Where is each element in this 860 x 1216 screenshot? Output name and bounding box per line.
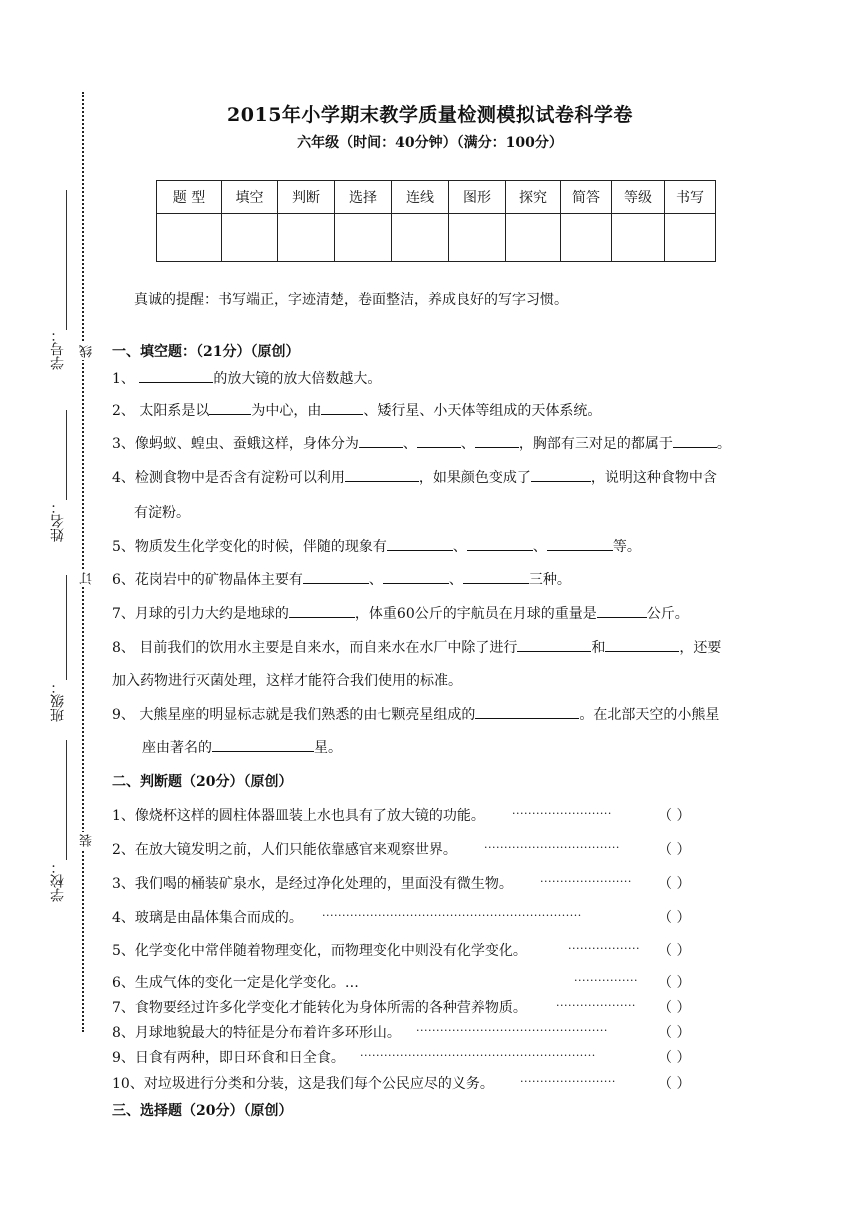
score-table xyxy=(156,180,716,262)
answer-paren[interactable]: （ ） xyxy=(658,1076,691,1092)
judge-item: 8、月球地貌最大的特征是分布着许多环形山。 xyxy=(112,1025,401,1041)
score-cell[interactable] xyxy=(222,214,278,262)
judge-item: 3、我们喝的桶装矿泉水，是经过净化处理的，里面没有微生物。 xyxy=(112,876,513,892)
fill-question-8-cont: 加入药物进行灭菌处理，这样才能符合我们使用的标准。 xyxy=(112,673,462,689)
answer-paren[interactable]: （ ） xyxy=(658,943,691,959)
fill-question-4-cont: 有淀粉。 xyxy=(134,505,190,521)
answer-blank[interactable] xyxy=(345,468,419,482)
class-line xyxy=(66,575,67,680)
fill-question-6: 6、花岗岩中的矿物晶体主要有 、 、 三种。 xyxy=(112,572,571,588)
student-id-label: 学号： xyxy=(50,328,66,370)
answer-paren[interactable]: （ ） xyxy=(658,1000,691,1016)
answer-blank[interactable] xyxy=(475,434,519,448)
leader-dots: ················ xyxy=(574,974,638,987)
answer-blank[interactable] xyxy=(321,401,363,415)
fill-question-2: 2、 太阳系是以 为中心，由 、矮行星、小天体等组成的天体系统。 xyxy=(112,403,602,419)
exam-subtitle: 六年级（时间：40分钟）（满分：100分） xyxy=(297,135,563,151)
answer-blank[interactable] xyxy=(673,434,717,448)
judge-item: 9、日食有两种，即日环食和日全食。 xyxy=(112,1050,345,1066)
judge-item: 10、对垃圾进行分类和分装，这是我们每个公民应尽的义务。 xyxy=(112,1076,494,1092)
score-header: 连线 xyxy=(392,181,449,214)
answer-paren[interactable]: （ ） xyxy=(658,842,691,858)
school-line xyxy=(66,740,67,860)
leader-dots: ·················· xyxy=(568,942,640,955)
answer-blank[interactable] xyxy=(387,537,453,551)
answer-blank[interactable] xyxy=(209,401,251,415)
answer-blank[interactable] xyxy=(531,468,591,482)
leader-dots: ···················· xyxy=(556,999,636,1012)
answer-paren[interactable]: （ ） xyxy=(658,1050,691,1066)
name-label: 姓名： xyxy=(50,500,66,542)
fill-question-1: 1、 的放大镜的放大倍数越大。 xyxy=(112,371,382,387)
score-cell[interactable] xyxy=(506,214,561,262)
name-line xyxy=(66,410,67,500)
section1-heading: 一、填空题：（21分）（原创） xyxy=(112,344,300,360)
answer-blank[interactable] xyxy=(417,434,461,448)
answer-blank[interactable] xyxy=(289,604,355,618)
judge-item: 5、化学变化中常伴随着物理变化，而物理变化中则没有化学变化。 xyxy=(112,943,527,959)
judge-item: 1、像烧杯这样的圆柱体器皿装上水也具有了放大镜的功能。 xyxy=(112,808,485,824)
answer-blank[interactable] xyxy=(303,570,369,584)
score-header: 填空 xyxy=(222,181,278,214)
leader-dots: ································································· xyxy=(322,909,582,922)
leader-dots: ················································ xyxy=(416,1024,608,1037)
exam-title: 2015年小学期末教学质量检测模拟试卷科学卷 xyxy=(227,104,633,126)
bind-mark-xian: 线 xyxy=(80,345,95,358)
answer-blank[interactable] xyxy=(547,537,613,551)
leader-dots: ·································· xyxy=(484,841,620,854)
binding-dotted-line xyxy=(82,92,84,1032)
score-cell[interactable] xyxy=(665,214,716,262)
score-cell[interactable] xyxy=(561,214,612,262)
answer-blank[interactable] xyxy=(605,638,679,652)
fill-question-3: 3、像蚂蚁、蝗虫、蚕蛾这样，身体分为 、 、 ，胸部有三对足的都属于 。 xyxy=(112,436,731,452)
fill-question-8: 8、 目前我们的饮用水主要是自来水，而自来水在水厂中除了进行 和 ，还要 xyxy=(112,640,722,656)
reminder-text: 真诚的提醒：书写端正，字迹清楚，卷面整洁，养成良好的写字习惯。 xyxy=(134,292,568,308)
score-cell[interactable] xyxy=(278,214,335,262)
score-header: 图形 xyxy=(449,181,506,214)
bind-mark-zhuang: 装 xyxy=(80,834,95,847)
leader-dots: ························ xyxy=(520,1075,616,1088)
fill-question-7: 7、月球的引力大约是地球的 ，体重60公斤的宇航员在月球的重量是 公斤。 xyxy=(112,606,689,622)
fill-question-4: 4、检测食物中是否含有淀粉可以利用 ，如果颜色变成了 ，说明这种食物中含 xyxy=(112,470,717,486)
judge-item: 6、生成气体的变化一定是化学变化。… xyxy=(112,975,359,991)
answer-blank[interactable] xyxy=(212,738,314,752)
answer-paren[interactable]: （ ） xyxy=(658,910,691,926)
answer-blank[interactable] xyxy=(597,604,647,618)
answer-paren[interactable]: （ ） xyxy=(658,1025,691,1041)
leader-dots: ······················· xyxy=(540,875,632,888)
score-header: 简答 xyxy=(561,181,612,214)
school-label: 学校： xyxy=(50,860,66,902)
answer-paren[interactable]: （ ） xyxy=(658,876,691,892)
leader-dots: ························· xyxy=(512,807,612,820)
score-header: 判断 xyxy=(278,181,335,214)
answer-blank[interactable] xyxy=(383,570,449,584)
answer-blank[interactable] xyxy=(463,570,529,584)
answer-paren[interactable]: （ ） xyxy=(658,808,691,824)
score-header: 题 型 xyxy=(157,181,222,214)
score-header: 探究 xyxy=(506,181,561,214)
class-label: 班级： xyxy=(50,680,66,722)
bind-mark-ding: 订 xyxy=(80,572,95,585)
score-cell[interactable] xyxy=(392,214,449,262)
section3-heading: 三、选择题（20分）（原创） xyxy=(112,1103,293,1119)
answer-blank[interactable] xyxy=(517,638,591,652)
judge-item: 2、在放大镜发明之前，人们只能依靠感官来观察世界。 xyxy=(112,842,457,858)
score-cell[interactable] xyxy=(612,214,665,262)
score-cell[interactable] xyxy=(157,214,222,262)
answer-blank[interactable] xyxy=(475,705,579,719)
score-header: 书写 xyxy=(665,181,716,214)
score-cell[interactable] xyxy=(449,214,506,262)
score-header: 选择 xyxy=(335,181,392,214)
leader-dots: ··························································· xyxy=(360,1049,596,1062)
fill-question-9: 9、 大熊星座的明显标志就是我们熟悉的由七颗亮星组成的 。在北部天空的小熊星 xyxy=(112,707,720,723)
fill-question-9-cont: 座由著名的 星。 xyxy=(142,740,342,756)
answer-paren[interactable]: （ ） xyxy=(658,975,691,991)
section2-heading: 二、判断题（20分）（原创） xyxy=(112,774,293,790)
score-header: 等级 xyxy=(612,181,665,214)
fill-question-5: 5、物质发生化学变化的时候，伴随的现象有 、 、 等。 xyxy=(112,539,641,555)
answer-blank[interactable] xyxy=(139,369,213,383)
answer-blank[interactable] xyxy=(359,434,403,448)
judge-item: 7、食物要经过许多化学变化才能转化为身体所需的各种营养物质。 xyxy=(112,1000,527,1016)
judge-item: 4、玻璃是由晶体集合而成的。 xyxy=(112,910,303,926)
score-cell[interactable] xyxy=(335,214,392,262)
student-id-line xyxy=(66,190,67,330)
answer-blank[interactable] xyxy=(467,537,533,551)
